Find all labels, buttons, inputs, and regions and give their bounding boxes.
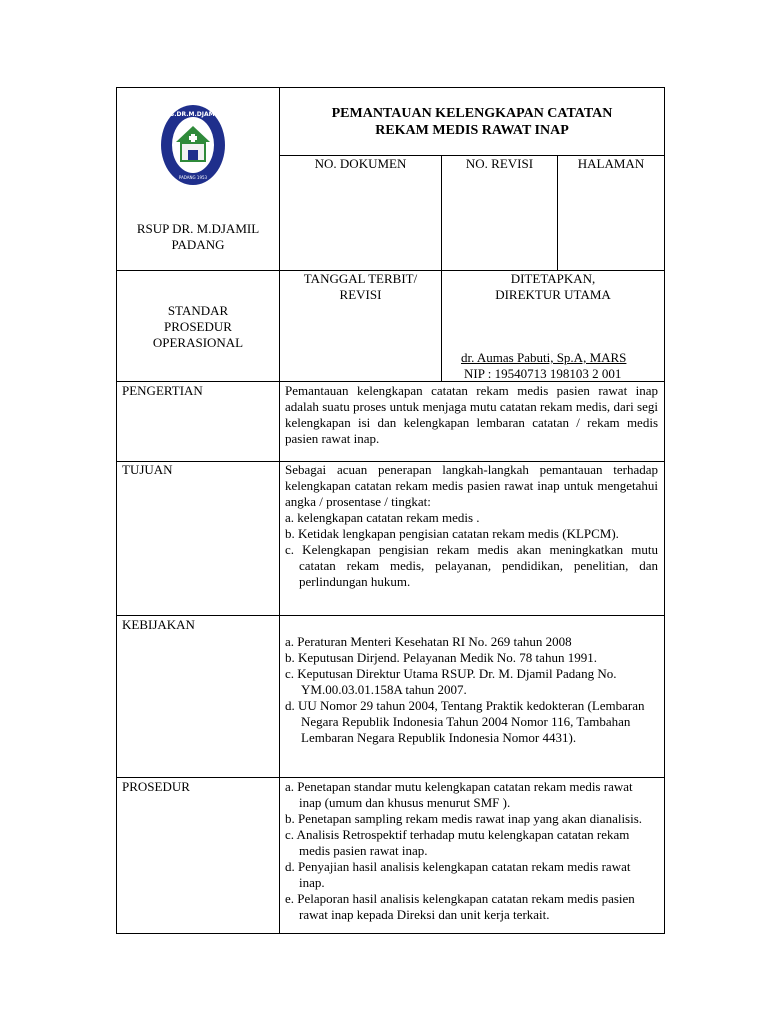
- sop-label: STANDAR PROSEDUR OPERASIONAL: [152, 303, 244, 350]
- hospital-name: RSUP DR. M.DJAMIL PADANG: [136, 221, 260, 252]
- prosedur-content: [285, 779, 650, 923]
- director-name: dr. Aumas Pabuti, Sp.A, MARS: [461, 350, 627, 365]
- no-dokumen-header: NO. DOKUMEN: [314, 156, 407, 171]
- svg-text:RS.DR.M.DJAMIL: RS.DR.M.DJAMIL: [165, 111, 221, 118]
- prosedur-label: PROSEDUR: [122, 779, 190, 794]
- tujuan-intro: Sebagai acuan penerapan langkah-langkah pemantauan terhadap kelengkapan catatan rekam medis pasien rawat inap untuk mengetahui angka / prosentase / tingkat:: [285, 462, 658, 509]
- kebijakan-label: KEBIJAKAN: [122, 617, 195, 632]
- tujuan-label: TUJUAN: [122, 462, 173, 477]
- list-item: d. Penyajian hasil analisis kelengkapan catatan rekam medis rawat inap.: [285, 859, 631, 890]
- list-item: b. Ketidak lengkapan pengisian catatan rekam medis (KLPCM).: [285, 526, 619, 541]
- hospital-logo: [160, 104, 226, 186]
- pengertian-label: PENGERTIAN: [122, 383, 203, 398]
- tujuan-content: [285, 462, 658, 590]
- no-revisi-header: NO. REVISI: [465, 156, 534, 171]
- list-item: e. Pelaporan hasil analisis kelengkapan catatan rekam medis pasien rawat inap kepada Direksi dan unit kerja terkait.: [285, 891, 635, 922]
- list-item: a. kelengkapan catatan rekam medis .: [285, 510, 480, 525]
- list-item: c. Keputusan Direktur Utama RSUP. Dr. M. Djamil Padang No. YM.00.03.01.158A tahun 2007.: [285, 666, 617, 697]
- list-item: b. Keputusan Dirjend. Pelayanan Medik No. 78 tahun 1991.: [285, 650, 597, 665]
- ditetapkan-label: DITETAPKAN, DIREKTUR UTAMA: [495, 271, 611, 302]
- document-title: PEMANTAUAN KELENGKAPAN CATATAN REKAM MEDIS RAWAT INAP: [331, 106, 613, 138]
- list-item: a. Peraturan Menteri Kesehatan RI No. 269 tahun 2008: [285, 634, 572, 649]
- list-item: c. Kelengkapan pengisian rekam medis akan meningkatkan mutu catatan rekam medis, pelayanan, pendidikan, penelitian, dan perlindungan hukum.: [285, 542, 658, 589]
- list-item: c. Analisis Retrospektif terhadap mutu kelengkapan catatan rekam medis pasien rawat inap.: [285, 827, 630, 858]
- svg-text:PADANG 1953: PADANG 1953: [178, 175, 208, 180]
- kebijakan-content: [285, 634, 658, 746]
- list-item: a. Penetapan standar mutu kelengkapan catatan rekam medis rawat inap (umum dan khusus menurut SMF ).: [285, 779, 633, 810]
- list-item: d. UU Nomor 29 tahun 2004, Tentang Praktik kedokteran (Lembaran Negara Republik Indonesia Tahun 2004 Nomor 116, Tambahan Lembaran Negara Republik Indonesia Nomor 4431).: [285, 698, 645, 745]
- hospital-logo-icon: [160, 104, 226, 186]
- tanggal-terbit-label: TANGGAL TERBIT/ REVISI: [303, 271, 418, 302]
- halaman-header: HALAMAN: [577, 156, 645, 171]
- director-nip: NIP : 19540713 198103 2 001: [464, 366, 622, 381]
- pengertian-text: Pemantauan kelengkapan catatan rekam medis pasien rawat inap adalah suatu proses untuk menjaga mutu catatan rekam medis, dari segi kelengkapan isi dan kelengkapan lembaran catatan / rekam medis pasien rawat inap.: [285, 383, 658, 446]
- list-item: b. Penetapan sampling rekam medis rawat inap yang akan dianalisis.: [285, 811, 643, 826]
